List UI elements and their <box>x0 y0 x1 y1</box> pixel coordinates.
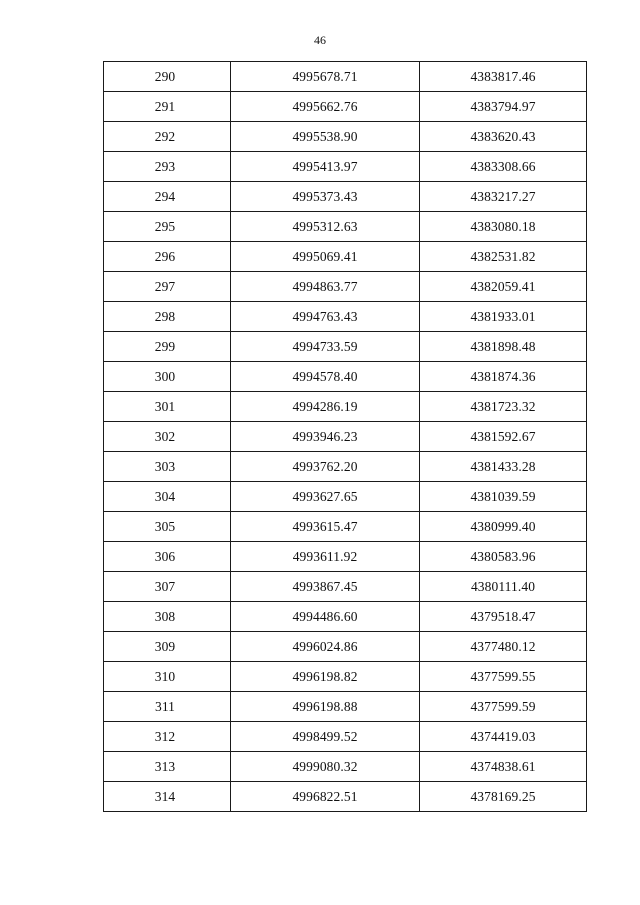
point-number-cell: 296 <box>104 242 231 272</box>
coordinates-table-body <box>104 62 587 812</box>
y-coordinate-cell: 4381433.28 <box>420 452 587 482</box>
table-row <box>104 542 587 572</box>
y-coordinate-cell: 4377480.12 <box>420 632 587 662</box>
y-coordinate-cell: 4377599.55 <box>420 662 587 692</box>
table-row <box>104 302 587 332</box>
x-coordinate-cell: 4993611.92 <box>231 542 420 572</box>
x-coordinate-cell: 4998499.52 <box>231 722 420 752</box>
table-row <box>104 452 587 482</box>
x-coordinate-cell: 4994733.59 <box>231 332 420 362</box>
table-row <box>104 572 587 602</box>
x-coordinate-cell: 4996198.82 <box>231 662 420 692</box>
point-number-cell: 290 <box>104 62 231 92</box>
y-coordinate-cell: 4383817.46 <box>420 62 587 92</box>
y-coordinate-cell: 4374838.61 <box>420 752 587 782</box>
table-row <box>104 692 587 722</box>
x-coordinate-cell: 4993615.47 <box>231 512 420 542</box>
x-coordinate-cell: 4994486.60 <box>231 602 420 632</box>
table-row <box>104 362 587 392</box>
y-coordinate-cell: 4383080.18 <box>420 212 587 242</box>
y-coordinate-cell: 4378169.25 <box>420 782 587 812</box>
point-number-cell: 293 <box>104 152 231 182</box>
page-number: 46 <box>314 33 326 47</box>
table-row <box>104 212 587 242</box>
table-row <box>104 272 587 302</box>
point-number-cell: 303 <box>104 452 231 482</box>
x-coordinate-cell: 4993762.20 <box>231 452 420 482</box>
x-coordinate-cell: 4995312.63 <box>231 212 420 242</box>
x-coordinate-cell: 4995069.41 <box>231 242 420 272</box>
x-coordinate-cell: 4994578.40 <box>231 362 420 392</box>
x-coordinate-cell: 4996822.51 <box>231 782 420 812</box>
table-row <box>104 152 587 182</box>
table-row <box>104 422 587 452</box>
table-row <box>104 632 587 662</box>
y-coordinate-cell: 4382059.41 <box>420 272 587 302</box>
point-number-cell: 304 <box>104 482 231 512</box>
x-coordinate-cell: 4993867.45 <box>231 572 420 602</box>
point-number-cell: 311 <box>104 692 231 722</box>
y-coordinate-cell: 4381874.36 <box>420 362 587 392</box>
table-row <box>104 602 587 632</box>
point-number-cell: 294 <box>104 182 231 212</box>
point-number-cell: 299 <box>104 332 231 362</box>
table-row <box>104 482 587 512</box>
table-row <box>104 122 587 152</box>
point-number-cell: 302 <box>104 422 231 452</box>
table-row <box>104 752 587 782</box>
y-coordinate-cell: 4383308.66 <box>420 152 587 182</box>
y-coordinate-cell: 4374419.03 <box>420 722 587 752</box>
x-coordinate-cell: 4993627.65 <box>231 482 420 512</box>
x-coordinate-cell: 4994286.19 <box>231 392 420 422</box>
x-coordinate-cell: 4995662.76 <box>231 92 420 122</box>
y-coordinate-cell: 4381723.32 <box>420 392 587 422</box>
y-coordinate-cell: 4377599.59 <box>420 692 587 722</box>
x-coordinate-cell: 4996198.88 <box>231 692 420 722</box>
table-row <box>104 782 587 812</box>
table-row <box>104 332 587 362</box>
point-number-cell: 312 <box>104 722 231 752</box>
point-number-cell: 292 <box>104 122 231 152</box>
x-coordinate-cell: 4994863.77 <box>231 272 420 302</box>
x-coordinate-cell: 4995678.71 <box>231 62 420 92</box>
point-number-cell: 295 <box>104 212 231 242</box>
point-number-cell: 301 <box>104 392 231 422</box>
point-number-cell: 300 <box>104 362 231 392</box>
y-coordinate-cell: 4380111.40 <box>420 572 587 602</box>
y-coordinate-cell: 4379518.47 <box>420 602 587 632</box>
x-coordinate-cell: 4993946.23 <box>231 422 420 452</box>
x-coordinate-cell: 4995413.97 <box>231 152 420 182</box>
y-coordinate-cell: 4382531.82 <box>420 242 587 272</box>
y-coordinate-cell: 4381592.67 <box>420 422 587 452</box>
coordinates-table <box>103 61 587 812</box>
table-row <box>104 512 587 542</box>
y-coordinate-cell: 4383620.43 <box>420 122 587 152</box>
table-row <box>104 182 587 212</box>
table-row <box>104 62 587 92</box>
point-number-cell: 310 <box>104 662 231 692</box>
y-coordinate-cell: 4380999.40 <box>420 512 587 542</box>
x-coordinate-cell: 4995538.90 <box>231 122 420 152</box>
point-number-cell: 306 <box>104 542 231 572</box>
y-coordinate-cell: 4380583.96 <box>420 542 587 572</box>
point-number-cell: 291 <box>104 92 231 122</box>
table-row <box>104 722 587 752</box>
y-coordinate-cell: 4383794.97 <box>420 92 587 122</box>
point-number-cell: 307 <box>104 572 231 602</box>
table-row <box>104 662 587 692</box>
table-row <box>104 242 587 272</box>
point-number-cell: 298 <box>104 302 231 332</box>
y-coordinate-cell: 4381933.01 <box>420 302 587 332</box>
y-coordinate-cell: 4381898.48 <box>420 332 587 362</box>
table-row <box>104 392 587 422</box>
x-coordinate-cell: 4996024.86 <box>231 632 420 662</box>
point-number-cell: 314 <box>104 782 231 812</box>
x-coordinate-cell: 4994763.43 <box>231 302 420 332</box>
point-number-cell: 297 <box>104 272 231 302</box>
y-coordinate-cell: 4383217.27 <box>420 182 587 212</box>
point-number-cell: 309 <box>104 632 231 662</box>
point-number-cell: 305 <box>104 512 231 542</box>
y-coordinate-cell: 4381039.59 <box>420 482 587 512</box>
x-coordinate-cell: 4999080.32 <box>231 752 420 782</box>
x-coordinate-cell: 4995373.43 <box>231 182 420 212</box>
point-number-cell: 308 <box>104 602 231 632</box>
point-number-cell: 313 <box>104 752 231 782</box>
table-row <box>104 92 587 122</box>
